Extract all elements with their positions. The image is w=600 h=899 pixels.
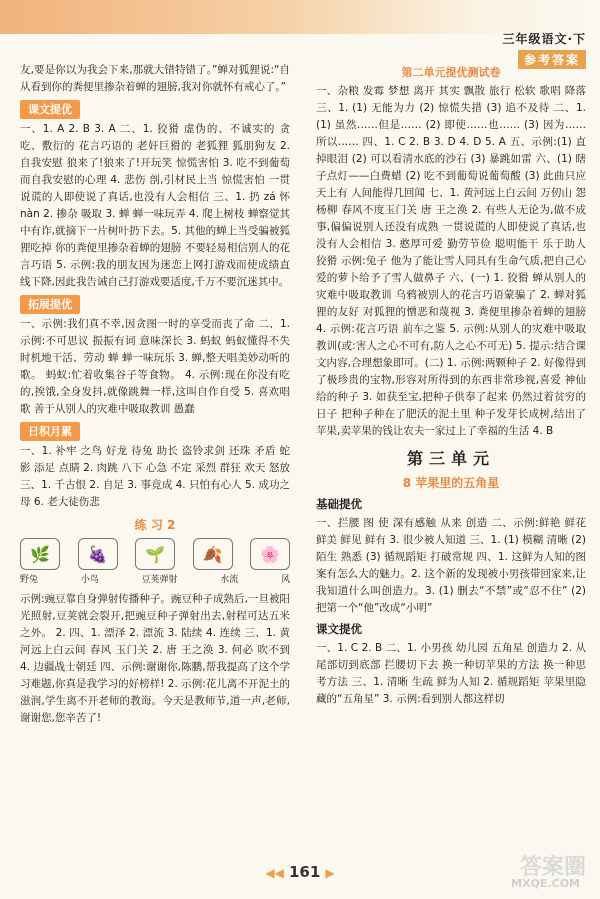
picture-label: 野兔 bbox=[20, 575, 39, 585]
picture-label: 豆荚弹射 bbox=[141, 575, 178, 585]
section-heading-kewen: 课文提优 bbox=[20, 100, 80, 119]
right-column bbox=[316, 62, 586, 708]
right-arrow-icon: ▶ bbox=[325, 866, 335, 880]
subsection-body-jichu: 一、拦腰 图 使 深有感触 从来 创造 二、示例:鲜艳 鲜花 鲜美 鲜见 鲜有 3. 很少被人知道 三、1. (1) 模糊 清晰 (2) 陌生 熟悉 (3) 循规蹈矩 打破常规 四、1. 这鲜为人知的图案有怎么大的魅力。2. 这个新的发现被小男孩带回家来,让我知道什么叫创造力。3. (1) 删去“不禁”或“忍不住” (2) 把第一个“他”改成“小明” bbox=[316, 517, 586, 614]
picture-row bbox=[20, 538, 290, 570]
sprout-picture-icon: 🌱 bbox=[135, 538, 175, 570]
picture-label: 风 bbox=[280, 575, 290, 585]
plant-picture-icon: 🌿 bbox=[20, 538, 60, 570]
grape-picture-icon: 🍇 bbox=[78, 538, 118, 570]
left-column bbox=[20, 62, 290, 727]
answer-key-label: 参考答案 bbox=[518, 50, 586, 69]
flower-picture-icon: 🌸 bbox=[250, 538, 290, 570]
watermark-url: MXQE.COM bbox=[511, 877, 580, 890]
watermark-logo: 答案圈 bbox=[519, 855, 586, 880]
section-body-riji: 一、1. 补牢 之鸟 好龙 待兔 助长 盗铃求剑 还珠 矛盾 蛇影 添足 点睛 2. 肉跳 八下 心急 不定 采烈 群狂 欢天 怒放 三、1. 千古恨 2. 自足 3. 事竟成 4. 只怕有心人 5. 成功之母 6. 老大徒伤悲 bbox=[20, 445, 290, 508]
leaf-picture-icon: 🍂 bbox=[193, 538, 233, 570]
unit-test-body: 一、杂粮 发霉 梦想 离开 其实 飘散 旅行 松软 歌唱 降落 三、1. (1) 无能为力 (2) 惊慌失措 (3) 追不及待 二、1. (1) 虽然……但是…… (2) 即使……也…… (3) 因为……所以…… 四、1. C 2. B 3. D 4. D 5. A 五、示例:(1) 直掉眼泪 (2) 可以看清水底的沙石 (3) 暴跳如雷 六、(1) 瞎子点灯——白费蜡 (2) 吃不到葡萄说葡萄酸 (3) 此曲只应天上有 人间能得几回闻 七、1. 黄河远上白云间 万仞山 怨杨柳 春风不度玉门关 唐 王之涣 2. 有些人无论为,做不成事,偏偏说别人还没有成熟 一贯说谎的人即使说了真话,也没有人会相信 3. 憨厚可爱 勤劳节俭 聪明能干 乐于助人 狡猾 示例:兔子 他为了能让雪人同具有生命气质,把自己心爱的萝卜给予了雪人做鼻子 六、(一) 1. 狡猾 蝉从别人的灾难中吸取教训 乌鸦被别人的花言巧语蒙骗了 2. 蝉对狐狸的友好 对狐狸的憎恶和蔑视 3. 粪便里掺杂着蝉的翅膀 4. 示例:花言巧语 前车之鉴 5. 示例:从别人的灾难中吸取教训(或:害人之心不可有,防人之心不可无) 5. 提示:结合课文内容,合理想象即可。(二) 1. 示例:两颗种子 2. 好像得到了极珍贵的宝物,形容对所得到的东西非常珍视,喜爱 神仙给的种子 3. 如获至宝,把种子供奉了起来 仍然过着贫穷的日子 把种子种在了肥沃的泥土里 种子发芽长成树,结出了苹果,卖苹果的钱让农夫一家过上了幸福的生活 4. B bbox=[316, 85, 586, 437]
page-footer bbox=[0, 862, 600, 881]
picture-labels bbox=[20, 572, 290, 589]
subsection-heading-kewen: 课文提优 bbox=[316, 622, 362, 636]
picture-label: 水流 bbox=[220, 575, 239, 585]
subsection-heading-jichu: 基础提优 bbox=[316, 497, 362, 511]
left-arrow-icon: ◀◀ bbox=[265, 866, 284, 880]
grade-label: 三年级语文·下 bbox=[502, 32, 586, 46]
unit-test-title: 第二单元提优测试卷 bbox=[401, 66, 501, 79]
section-heading-tuozhan: 拓展提优 bbox=[20, 295, 80, 314]
lesson-body-practice: 示例:豌豆靠自身弹射传播种子。豌豆种子成熟后,一旦被阳光照射,豆荚就会裂开,把豌豆种子弹射出去,射程可达五米之外。 2. 四、1. 漂泽 2. 漂流 3. 陆续 4. 连续 三、1. 黄河远上白云间 春风 玉门关 2. 唐 王之涣 3. 何必 吹不到 4. 边疆战士朝廷 四、示例:谢谢你,陈鹏,帮我提高了这个学习难题,你真是我学习的好榜样! 2. 示例:花儿离不开泥土的滋润,学生离不开老师的教诲。今天是教师节,道一声,老师,谢谢您,您辛苦了! bbox=[20, 593, 290, 724]
section-body-tuozhan: 一、示例:我们真不幸,因贪图一时的享受而丧了命 二、1. 示例:不可思议 振振有词 意味深长 3. 蚂蚁 蚂蚁懂得不失时机地干活、劳动 蝉 蝉一味玩乐 3. 蝉,整天唱美妙动听的歌。 蚂蚁:忙着收集谷子等食物。 4. 示例:现在你没有吃的,挨饿,全身发抖,就像跳舞一样,这叫自作自受 5. 喜欢唱歌 善于从别人的灾难中吸取教训 愚蠢 bbox=[20, 318, 290, 415]
lesson-title-practice: 练 习 2 bbox=[134, 518, 176, 532]
intro-paragraph: 友,要是你以为我会下来,那就大错特错了。”蝉对狐狸说:“自从看到你的粪便里掺杂着蝉的翅膀,我对你就怀有戒心了。” bbox=[20, 64, 290, 93]
header-banner bbox=[0, 0, 600, 34]
section-heading-riji: 日积月累 bbox=[20, 422, 80, 441]
lesson-title-apple: 8 苹果里的五角星 bbox=[402, 476, 500, 490]
page-number: 161 bbox=[288, 863, 321, 881]
unit-three-title: 第三单元 bbox=[406, 449, 495, 468]
picture-label: 小鸟 bbox=[80, 575, 99, 585]
section-body-kewen: 一、1. A 2. B 3. A 二、1. 狡猾 虚伪的、不诚实的 贪吃、敷衍的 花言巧语的 老奸巨猾的 老狐狸 狐朋狗友 2. 自我安慰 狼来了!狼来了!开玩笑 惊慌害怕 3. 吃不到葡萄而自我安慰的心理 4. 悲伤 剖,引材民上当 惊慌害怕 一贯说谎的人即使说了真话,也没有人会相信 三、1. 扔 zá 怀nàn 2. 掺杂 吸取 3. 蝉 蝉一味玩弄 4. 爬上树枝 蝉察觉其中有诈,就摘下一片树叶扔下去。5. 其他的蝉上当受骗被狐狸吃掉 你的粪便里掺杂着蝉的翅膀 不要轻易相信别人的花言巧语 5. 示例:我的朋友因为迷恋上网打游戏而使成绩直线下降,因此我告诫自己打游戏要适度,千万不要沉迷其中。 bbox=[20, 123, 290, 288]
subsection-body-kewen: 一、1. C 2. B 二、1. 小男孩 幼儿园 五角星 创造力 2. 从尾部切到底部 拦腰切下去 换一种切苹果的方法 换一种思考方法 三、1. 清晰 生疏 鲜为人知 2. 循规蹈矩 苹果里隐藏的“五角星” 3. 示例:看到别人都这样切 bbox=[316, 642, 586, 705]
